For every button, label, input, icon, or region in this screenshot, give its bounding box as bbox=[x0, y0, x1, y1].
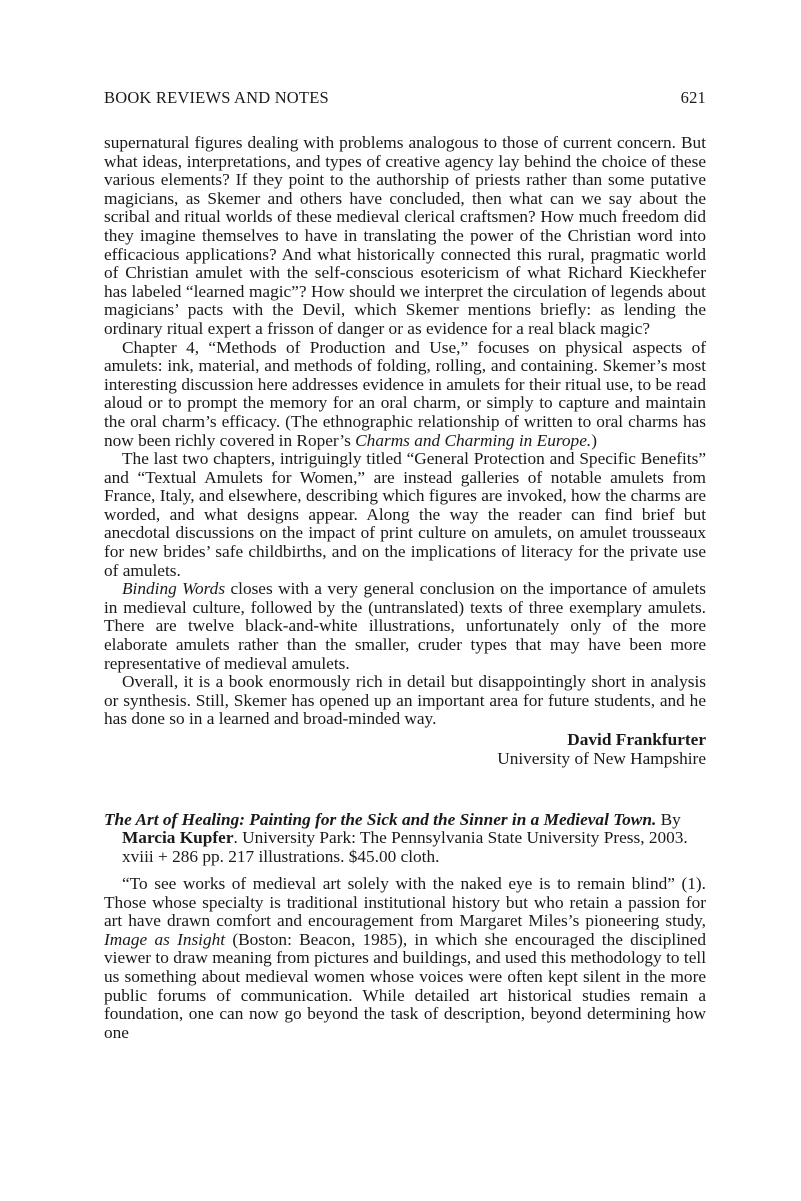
paragraph: The last two chapters, intriguingly titled “General Protection and Specific Benefits” and “Textual Amulets for Women,” are instead galleries of notable amulets from France, Italy, and elsewhere, describing which figures are invoked, how the charms are worded, and what designs appear. Along the way the reader can find brief but anecdotal discussions on the impact of print culture on amulets, on amulet trousseaux for new brides’ safe childbirths, and on the implications of literacy for the private use of amulets. bbox=[104, 449, 706, 580]
italic-title: Binding Words bbox=[122, 579, 226, 599]
review-heading bbox=[104, 811, 706, 867]
paragraph-text: ) bbox=[591, 430, 597, 450]
running-title: BOOK REVIEWS AND NOTES bbox=[104, 88, 329, 107]
reviewer-signature bbox=[104, 731, 706, 769]
publication-info: . University Park: The Pennsylvania State University Press, 2003. xviii + 286 pp. 217 illustrations. $45.00 cloth. bbox=[122, 828, 688, 867]
reviewer-name: David Frankfurter bbox=[567, 730, 706, 749]
reviewer-affiliation: University of New Hampshire bbox=[497, 748, 706, 768]
book-title: The Art of Healing: Painting for the Sick and the Sinner in a Medieval Town. bbox=[104, 809, 657, 829]
review-continuation bbox=[104, 134, 706, 729]
paragraph bbox=[104, 339, 706, 451]
paragraph: Overall, it is a book enormously rich in detail but disappointingly short in analysis or synthesis. Still, Skemer has opened up an important area for future students, and he has done so in a learned and broad-minded way. bbox=[104, 672, 706, 729]
paragraph: supernatural figures dealing with problems analogous to those of current concern. But what ideas, interpretations, and types of creative agency lay behind the choice of these various elements? If they point to the authorship of priests rather than some putative magicians, as Skemer and others have concluded, then what can we say about the scribal and ritual worlds of these medieval clerical craftsmen? How much freedom did they imagine themselves to have in translating the power of the Christian word into efficacious applications? And what historically connected this rural, pragmatic world of Christian amulet with the self-conscious esotericism of what Richard Kieckhefer has labeled “learned magic”? How should we interpret the circulation of legends about magicians’ pacts with the Devil, which Skemer mentions briefly: as lending the ordinary ritual expert a frisson of danger or as evidence for a real black magic? bbox=[104, 133, 706, 338]
paragraph bbox=[104, 875, 706, 1042]
italic-title: Image as Insight bbox=[104, 929, 226, 949]
paragraph-text: closes with a very general conclusion on the importance of amulets in medieval culture, followed by the (untranslated) texts of three exemplary amulets. There are twelve black-and-white illustrations, unfortunately only of the more elaborate amulets rather than the smaller, cruder types that may have been more representative of medieval amulets. bbox=[104, 579, 706, 673]
paragraph-text: Chapter 4, “Methods of Production and Use,” focuses on physical aspects of amulets: ink, material, and methods of folding, rolling, and containing. Skemer’s most interesting discussion here addresses evidence in amulets for their ritual use, to be read aloud or to prompt the memory for an oral charm, or simply to capture and maintain the oral charm’s efficacy. (The ethnographic relationship of written to oral charms has now been richly covered in Roper’s bbox=[104, 337, 706, 450]
document-page bbox=[104, 88, 706, 1042]
paragraph-text: “To see works of medieval art solely with the naked eye is to remain blind” (1). Those whose specialty is traditional institutional history but who retain a passion for art have drawn comfort and encouragement from Margaret Miles’s pioneering study, bbox=[104, 873, 706, 931]
running-head bbox=[104, 88, 706, 108]
paragraph bbox=[104, 580, 706, 673]
paragraph-text: (Boston: Beacon, 1985), in which she encouraged the disciplined viewer to draw meaning from pictures and buildings, and used this methodology to tell us something about medieval women whose voices were often kept silent in the more public forums of communication. While detailed art historical studies remain a foundation, one can now go beyond the task of description, beyond determining how one bbox=[104, 929, 706, 1042]
italic-title: Charms and Charming in Europe. bbox=[355, 430, 592, 450]
page-number: 621 bbox=[680, 88, 706, 107]
review-body bbox=[104, 875, 706, 1042]
by-text: By bbox=[656, 809, 681, 829]
book-author: Marcia Kupfer bbox=[122, 828, 234, 848]
